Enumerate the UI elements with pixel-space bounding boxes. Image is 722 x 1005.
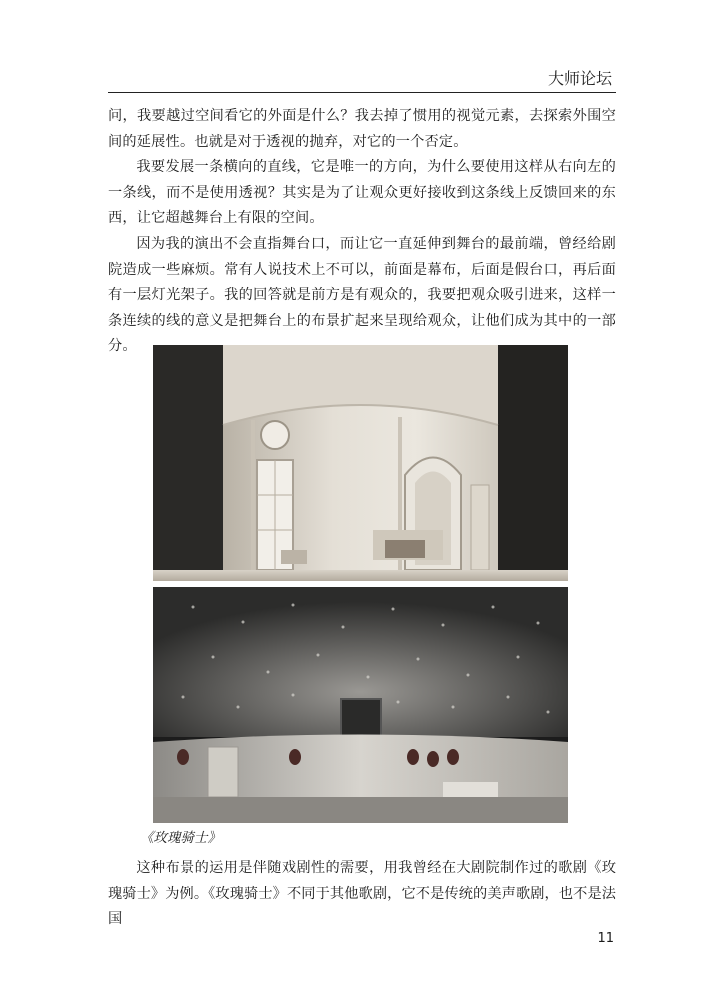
stage-photo-white-room (153, 345, 568, 581)
paragraph-1: 问，我要越过空间看它的外面是什么？我去掉了惯用的视觉元素，去探索外围空间的延展性。也就是对于透视的抛弃，对它的一个否定。 (108, 108, 616, 150)
paragraph-3: 因为我的演出不会直指舞台口，而让它一直延伸到舞台的最前端，曾经给剧院造成一些麻烦。常有人说技术上不可以，前面是幕布，后面是假台口，再后面有一层灯光架子。我的回答就是前方是有观众的，我要把观众吸引进来，这样一条连续的线的意义是把舞台上的布景扩起来呈现给观众，让他们成为其中的一部分。 (108, 235, 616, 355)
stage-photo-dark-hall (153, 587, 568, 823)
page-number: 11 (597, 931, 614, 946)
body-text (108, 104, 616, 360)
paragraph-2: 我要发展一条横向的直线，它是唯一的方向，为什么要使用这样从右向左的一条线，而不是使用透视？其实是为了让观众更好接收到这条线上反馈回来的东西，让它超越舞台上有限的空间。 (108, 159, 616, 227)
figure-caption: 《玫瑰骑士》 (140, 830, 221, 846)
header-title: 大师论坛 (547, 69, 612, 88)
lower-text (108, 856, 616, 933)
header-rule (108, 92, 616, 93)
paragraph-4: 这种布景的运用是伴随戏剧性的需要，用我曾经在大剧院制作过的歌剧《玫瑰骑士》为例。《玫瑰骑士》不同于其他歌剧，它不是传统的美声歌剧，也不是法国 (108, 860, 616, 928)
